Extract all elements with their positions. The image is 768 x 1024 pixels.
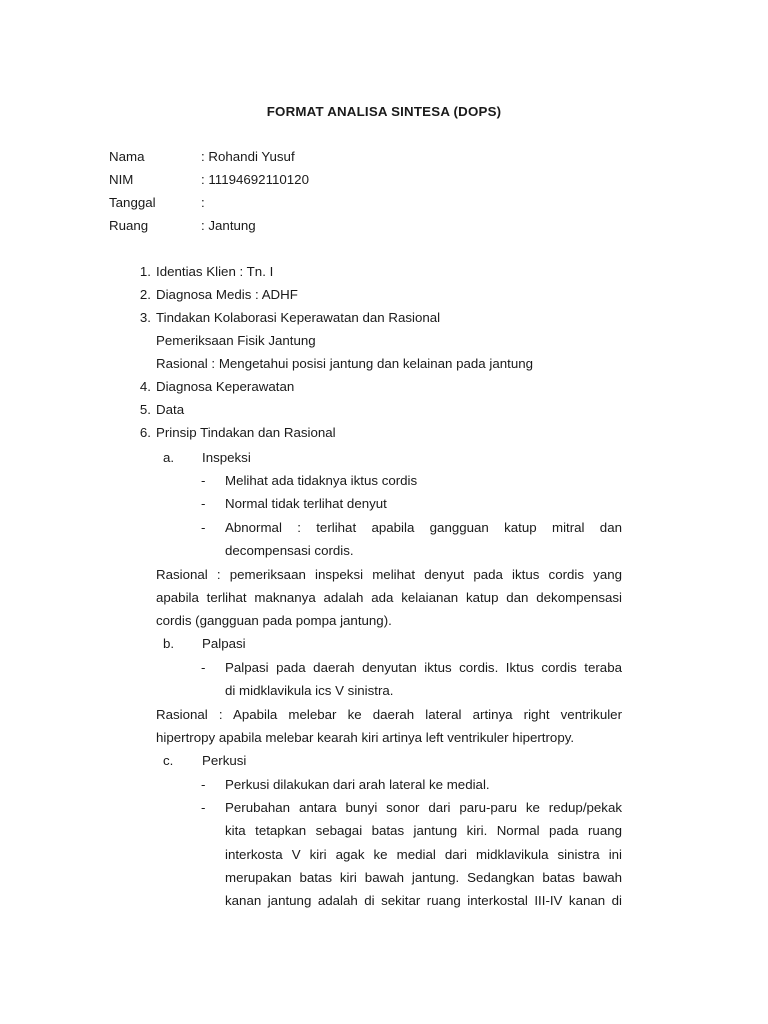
info-value: : Rohandi Yusuf bbox=[201, 149, 295, 164]
list-number: 5. bbox=[139, 402, 151, 417]
rasional-text: Rasional : pemeriksaan inspeksi melihat denyut pada iktus cordis yang bbox=[156, 567, 622, 582]
info-row-nama bbox=[109, 149, 309, 172]
info-value: : Jantung bbox=[201, 218, 256, 233]
list-subtext: Pemeriksaan Fisik Jantung bbox=[156, 333, 316, 348]
info-label: Ruang bbox=[109, 218, 149, 233]
list-number: 2. bbox=[139, 287, 151, 302]
bullet-text: Melihat ada tidaknya iktus cordis bbox=[225, 473, 418, 488]
info-row-ruang bbox=[109, 218, 309, 241]
list-number: 4. bbox=[139, 379, 151, 394]
rasional-text: hipertropy apabila melebar kearah kiri artinya left ventrikuler hipertropy. bbox=[156, 730, 575, 745]
bullet-text: di midklavikula ics V sinistra. bbox=[225, 683, 394, 698]
bullet-text: kita tetapkan sebagai batas jantung kiri. Normal pada ruang bbox=[225, 823, 622, 838]
bullet-dash: - bbox=[201, 777, 206, 792]
list-number: 3. bbox=[139, 310, 151, 325]
list-number: 1. bbox=[139, 264, 151, 279]
bullet-text: merupakan batas kiri bawah jantung. Sedangkan batas bawah bbox=[225, 870, 622, 885]
bullet-text: Abnormal : terlihat apabila gangguan katup mitral dan bbox=[225, 520, 622, 535]
info-label: Nama bbox=[109, 149, 145, 164]
info-row-nim bbox=[109, 172, 309, 195]
list-subtext: Rasional : Mengetahui posisi jantung dan kelainan pada jantung bbox=[156, 356, 534, 371]
info-value: : bbox=[201, 195, 205, 210]
sub-title: Palpasi bbox=[202, 636, 246, 651]
list-text: Diagnosa Keperawatan bbox=[156, 379, 295, 394]
sub-marker: a. bbox=[163, 450, 175, 465]
bullet-dash: - bbox=[201, 473, 206, 488]
sub-title: Inspeksi bbox=[202, 450, 251, 465]
list-text: Data bbox=[156, 402, 185, 417]
rasional-text: cordis (gangguan pada pompa jantung). bbox=[156, 613, 392, 628]
bullet-text: Palpasi pada daerah denyutan iktus cordis. Iktus cordis teraba bbox=[225, 660, 622, 675]
list-number: 6. bbox=[139, 425, 151, 440]
list-text: Tindakan Kolaborasi Keperawatan dan Rasional bbox=[156, 310, 441, 325]
bullet-dash: - bbox=[201, 660, 206, 675]
info-value: : 11194692110120 bbox=[201, 172, 309, 187]
info-label: Tanggal bbox=[109, 195, 156, 210]
bullet-text: interkosta V kiri agak ke medial dari midklavikula sinistra ini bbox=[225, 847, 622, 862]
bullet-dash: - bbox=[201, 520, 206, 535]
rasional-text: apabila terlihat maknanya adalah ada kelaianan katup dan dekompensasi bbox=[156, 590, 622, 605]
bullet-text: Perubahan antara bunyi sonor dari paru-paru ke redup/pekak bbox=[225, 800, 622, 815]
bullet-text: Normal tidak terlihat denyut bbox=[225, 496, 387, 511]
list-text: Prinsip Tindakan dan Rasional bbox=[156, 425, 336, 440]
sub-marker: c. bbox=[163, 753, 174, 768]
identity-info bbox=[109, 149, 309, 241]
sub-marker: b. bbox=[163, 636, 175, 651]
page-title: FORMAT ANALISA SINTESA (DOPS) bbox=[266, 104, 502, 119]
info-row-tanggal bbox=[109, 195, 309, 218]
info-label: NIM bbox=[109, 172, 134, 187]
rasional-text: Rasional : Apabila melebar ke daerah lateral artinya right ventrikuler bbox=[156, 707, 622, 722]
bullet-text: decompensasi cordis. bbox=[225, 543, 354, 558]
bullet-text: Perkusi dilakukan dari arah lateral ke medial. bbox=[225, 777, 490, 792]
sub-title: Perkusi bbox=[202, 753, 247, 768]
bullet-dash: - bbox=[201, 800, 206, 815]
list-text: Diagnosa Medis : ADHF bbox=[156, 287, 298, 302]
bullet-dash: - bbox=[201, 496, 206, 511]
list-text: Identias Klien : Tn. I bbox=[156, 264, 274, 279]
bullet-text: kanan jantung adalah di sekitar ruang interkostal III-IV kanan di bbox=[225, 893, 622, 908]
